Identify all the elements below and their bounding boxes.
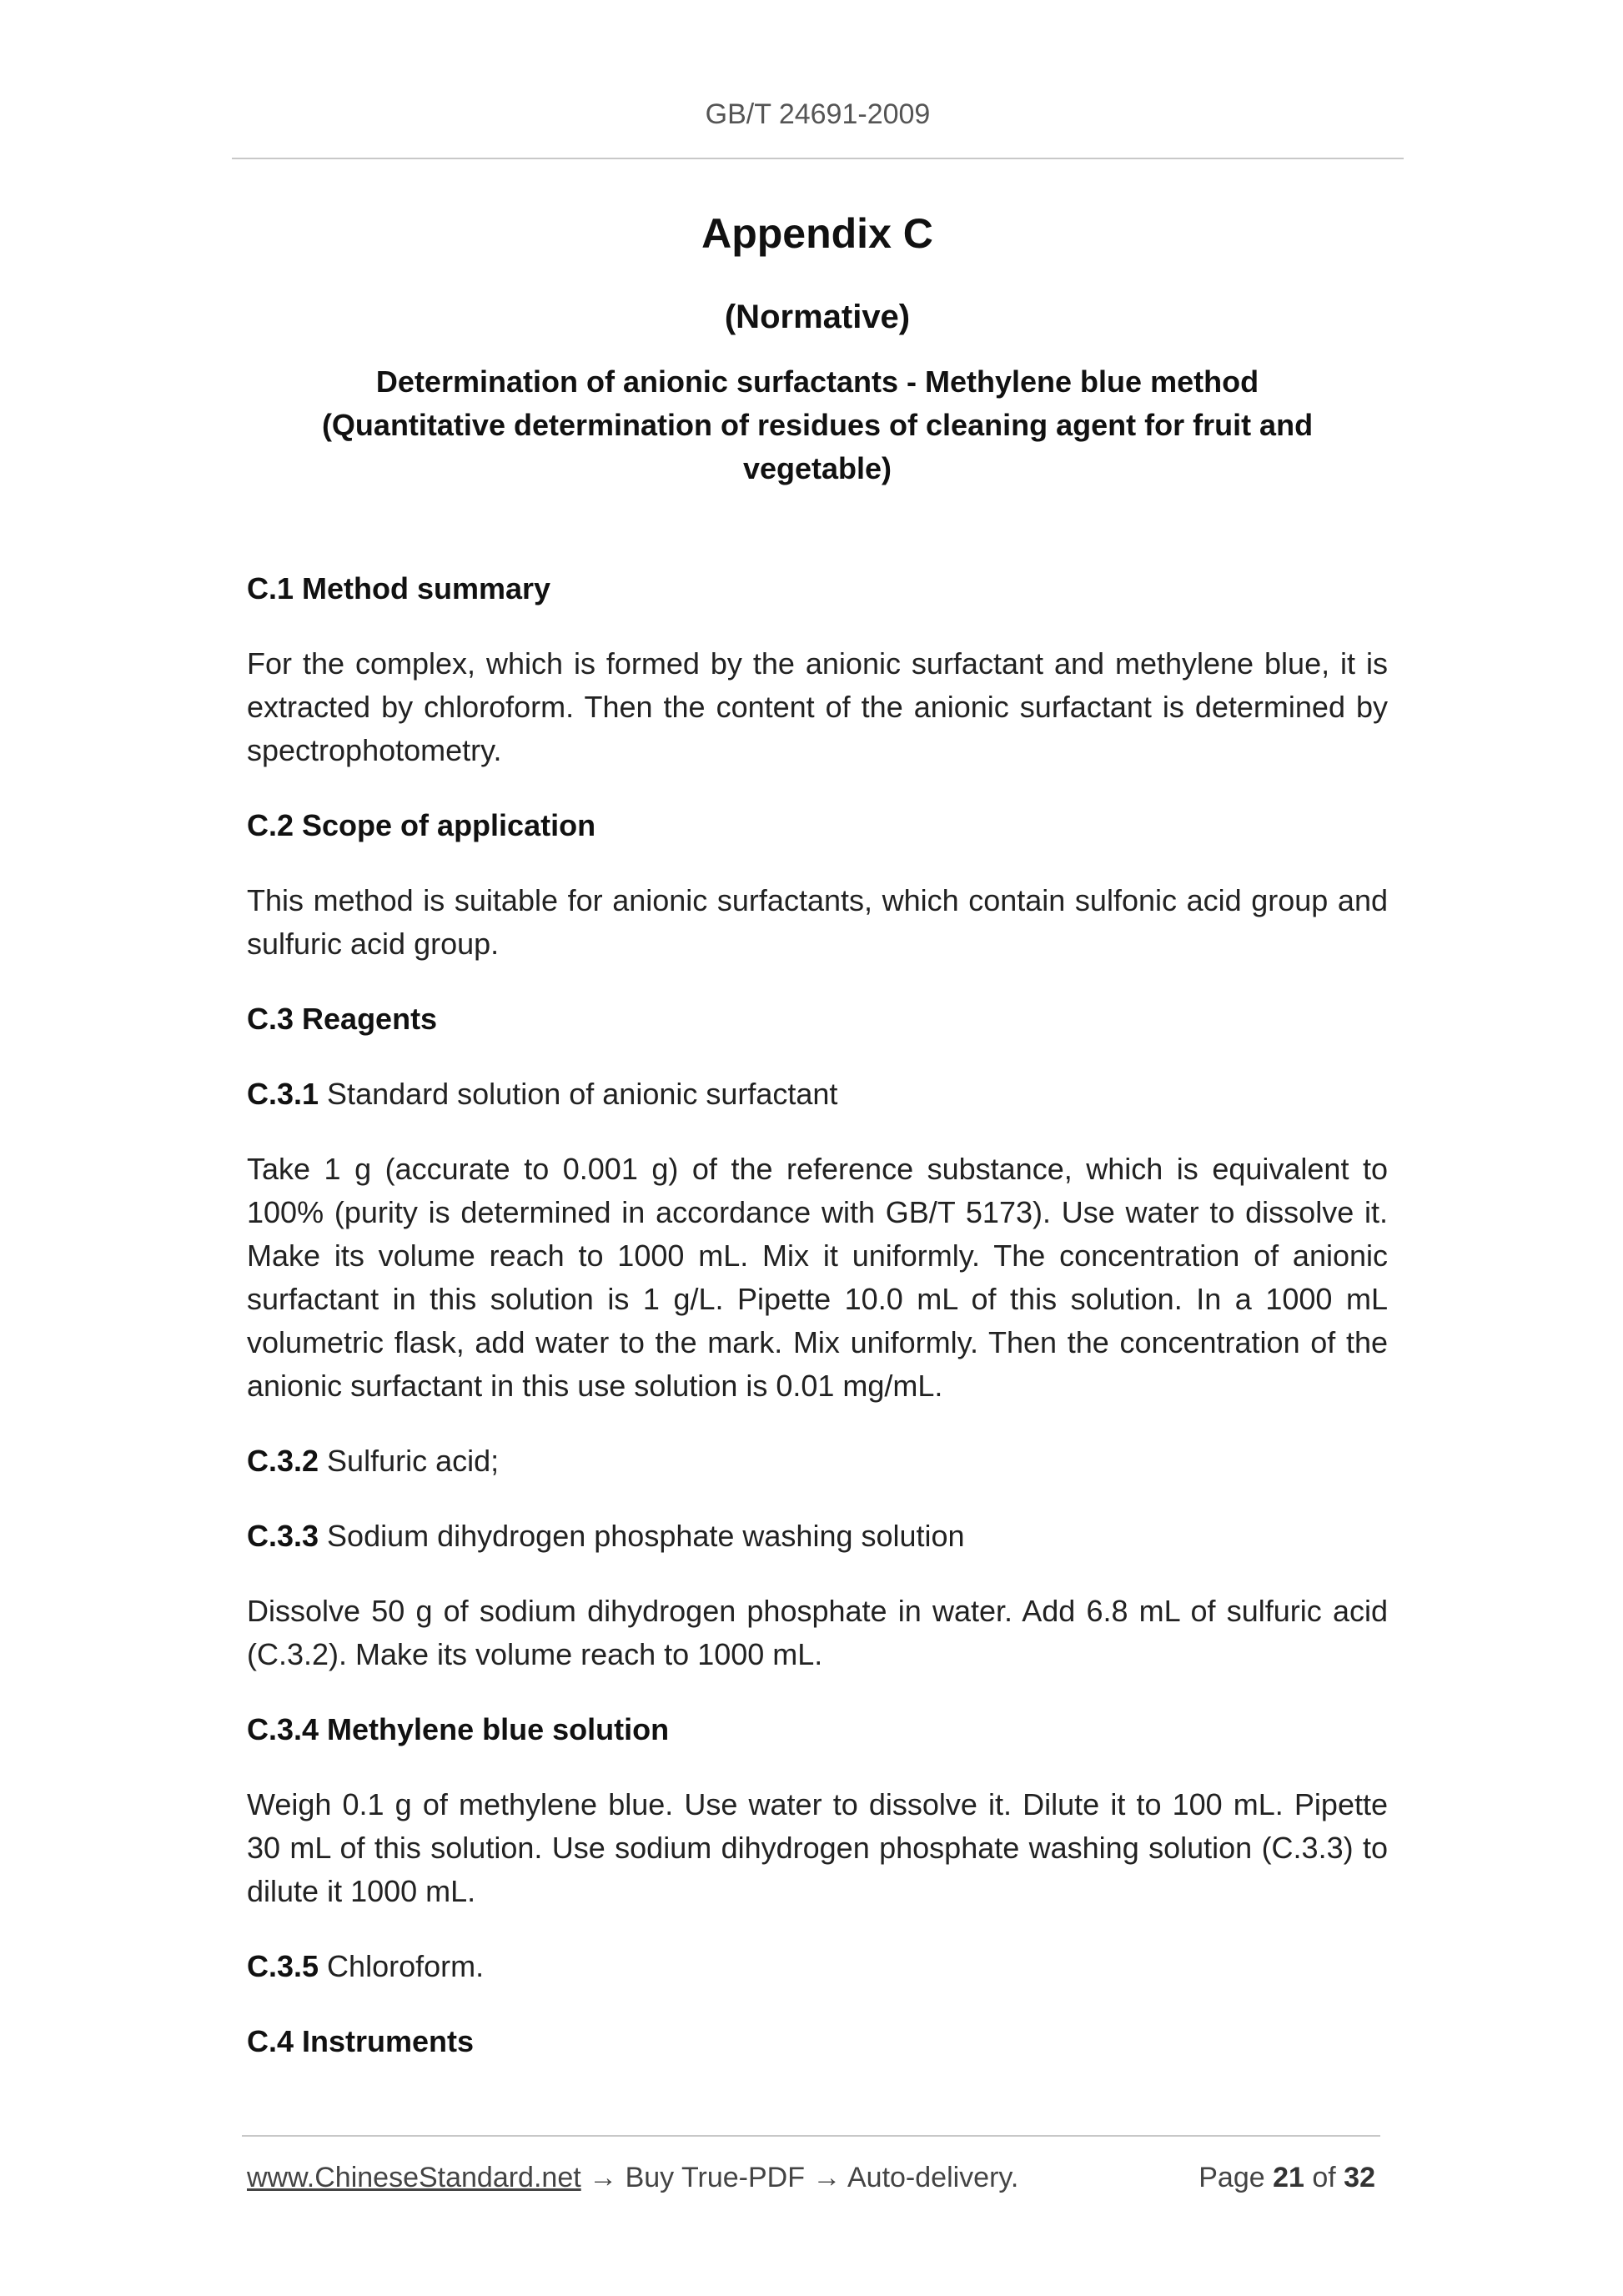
page-total: 32 <box>1344 2162 1375 2193</box>
page-content <box>247 208 1388 2063</box>
section-c33-text: Dissolve 50 g of sodium dihydrogen phosphate in water. Add 6.8 mL of sulfuric acid (C.3.2). Make its volume reach to 1000 mL. <box>247 1594 1388 1671</box>
appendix-description <box>247 360 1388 490</box>
section-c35-number: C.3.5 <box>247 1949 319 1983</box>
section-c35-heading <box>247 1945 1388 1988</box>
section-c31-heading <box>247 1073 1388 1116</box>
section-c31-text: Take 1 g (accurate to 0.001 g) of the reference substance, which is equivalent to 100% (purity is determined in accordance with GB/T 5173). Use water to dissolve it. Make its volume reach to 1000 mL. Mix it uniformly. The concentration of anionic surfactant in this solution is 1 g/L. Pipette 10.0 mL of this solution. In a 1000 mL volumetric flask, add water to the mark. Mix uniformly. Then the concentration of the anionic surfactant in this use solution is 0.01 mg/mL. <box>247 1152 1388 1403</box>
section-c35-title: Chloroform. <box>319 1949 485 1983</box>
section-c31-title: Standard solution of anionic surfactant <box>319 1077 838 1111</box>
page-of-label: of <box>1304 2162 1344 2193</box>
description-line: Determination of anionic surfactants - Methylene blue method <box>375 364 1259 399</box>
section-c2-text: This method is suitable for anionic surfactants, which contain sulfonic acid group and sulfuric acid group. <box>247 883 1388 961</box>
page-header <box>232 0 1404 159</box>
section-c32-number: C.3.2 <box>247 1444 319 1478</box>
section-c1-heading: C.1 Method summary <box>247 571 551 605</box>
page-number <box>1198 2162 1375 2194</box>
appendix-title: Appendix C <box>701 210 933 257</box>
website-link[interactable]: www.ChineseStandard.net <box>247 2162 581 2193</box>
section-c4-heading: C.4 Instruments <box>247 2024 475 2058</box>
section-c32-title: Sulfuric acid; <box>319 1444 500 1478</box>
section-c33-number: C.3.3 <box>247 1519 319 1553</box>
appendix-subtitle: (Normative) <box>724 299 911 335</box>
section-c2-heading: C.2 Scope of application <box>247 808 596 842</box>
page-current: 21 <box>1273 2162 1304 2193</box>
page-label: Page <box>1198 2162 1274 2193</box>
section-c34-text: Weigh 0.1 g of methylene blue. Use water to dissolve it. Dilute it to 100 mL. Pipette 30 mL of this solution. Use sodium dihydrogen phosphate washing solution (C.3.3) to dilute it 1000 mL. <box>247 1787 1388 1908</box>
section-c1-text: For the complex, which is formed by the anionic surfactant and methylene blue, it is extracted by chloroform. Then the content of the anionic surfactant is determined by spectrophotometry. <box>247 646 1388 767</box>
footer-promo <box>247 2162 1018 2194</box>
section-c3-heading: C.3 Reagents <box>247 1002 438 1036</box>
promo-text: → Buy True-PDF → Auto-delivery. <box>580 2162 1019 2193</box>
page-footer <box>242 2135 1380 2212</box>
section-c31-number: C.3.1 <box>247 1077 319 1111</box>
section-c33-heading <box>247 1515 1388 1558</box>
section-c32-heading <box>247 1439 1388 1483</box>
section-c33-title: Sodium dihydrogen phosphate washing solution <box>319 1519 965 1553</box>
section-c34-heading: C.3.4 Methylene blue solution <box>247 1712 670 1746</box>
document-id: GB/T 24691-2009 <box>705 98 931 130</box>
description-line: (Quantitative determination of residues of cleaning agent for fruit and <box>321 408 1314 442</box>
description-line: vegetable) <box>742 451 892 485</box>
